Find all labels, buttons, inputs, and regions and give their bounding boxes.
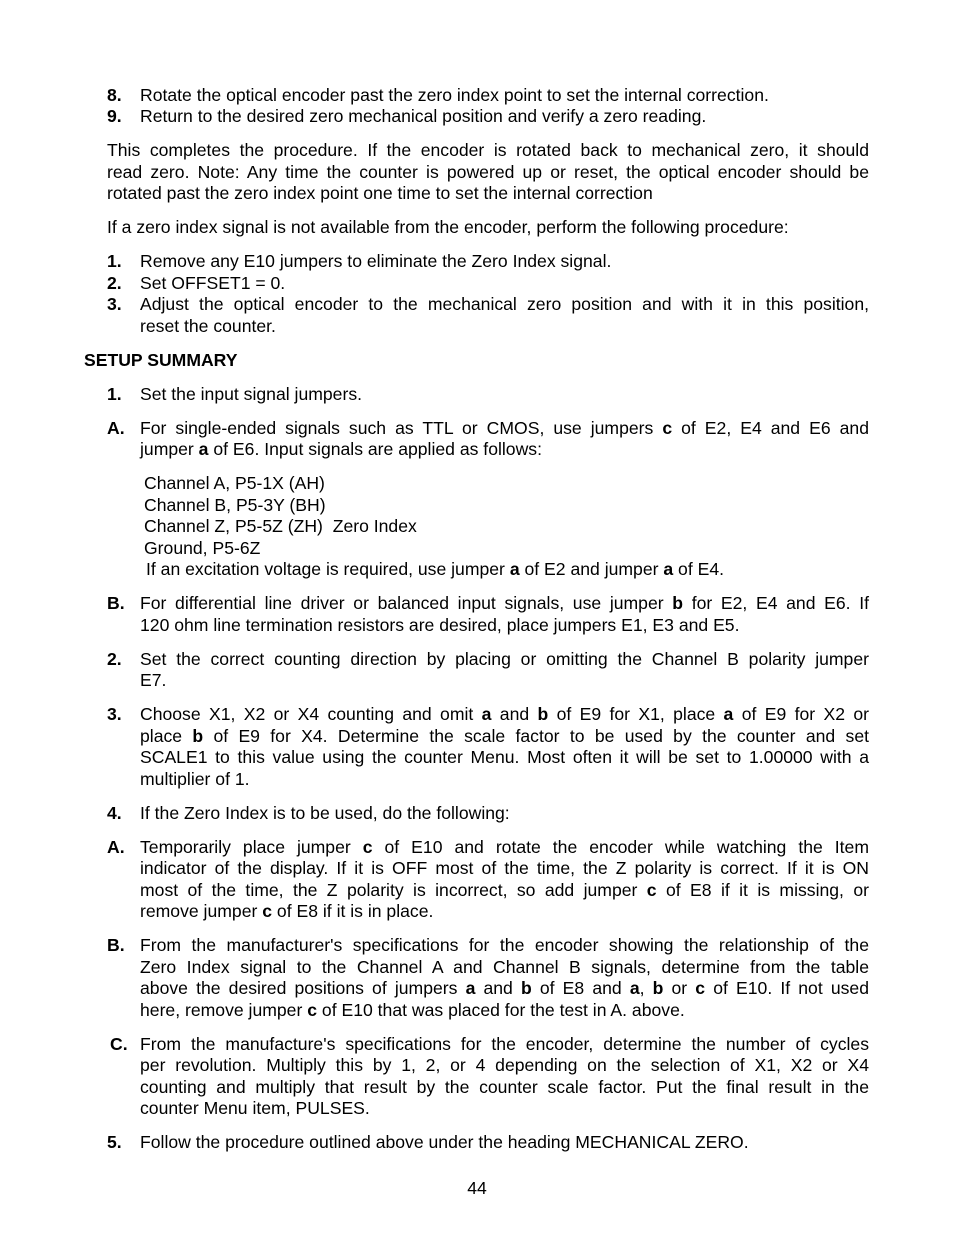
section-heading: SETUP SUMMARY [84, 350, 238, 370]
setup-step-3-marker: 3. [107, 704, 122, 724]
excitation-line: If an excitation voltage is required, use jumper a of E2 and jumper a of E4. [146, 559, 725, 579]
step-9-text: Return to the desired zero mechanical position and verify a zero reading. [140, 106, 707, 126]
setup-step-4-marker: 4. [107, 803, 122, 823]
setup-step-1-marker: 1. [107, 384, 122, 404]
setup-step-5-text: Follow the procedure outlined above under the heading MECHANICAL ZERO. [140, 1132, 749, 1152]
step-8-text: Rotate the optical encoder past the zero index point to set the internal correction. [140, 85, 769, 105]
setup-step-4b-line: here, remove jumper c of E10 that was placed for the test in A. above. [140, 1000, 685, 1020]
setup-step-2-line: E7. [140, 670, 167, 690]
setup-step-4a-line: Temporarily place jumper c of E10 and rotate the encoder while watching the Item [140, 837, 869, 857]
setup-step-3-line: multiplier of 1. [140, 769, 250, 789]
channel-z-line: Channel Z, P5-5Z (ZH) Zero Index [144, 516, 417, 536]
setup-step-4c-line: counter Menu item, PULSES. [140, 1098, 370, 1118]
alt-step-3-text: reset the counter. [140, 316, 276, 336]
setup-step-1b-line: 120 ohm line termination resistors are desired, place jumpers E1, E3 and E5. [140, 615, 740, 635]
setup-step-4a-line: most of the time, the Z polarity is incorrect, so add jumper c of E8 if it is missing, or [140, 880, 869, 900]
alt-step-3-marker: 3. [107, 294, 122, 314]
setup-step-4a-line: indicator of the display. If it is OFF most of the time, the Z polarity is correct. If it is ON [140, 858, 869, 878]
setup-step-1a-marker: A. [107, 418, 125, 438]
alt-step-1-text: Remove any E10 jumpers to eliminate the Zero Index signal. [140, 251, 612, 271]
paragraph-line: read zero. Note: Any time the counter is powered up or reset, the optical encoder should be [107, 162, 869, 182]
setup-step-4b-marker: B. [107, 935, 125, 955]
page-number: 44 [467, 1178, 487, 1198]
step-9-marker: 9. [107, 106, 122, 126]
setup-step-4c-marker: C. [110, 1034, 128, 1054]
setup-step-2-line: Set the correct counting direction by placing or omitting the Channel B polarity jumper [140, 649, 869, 669]
alt-step-3-text: Adjust the optical encoder to the mechanical zero position and with it in this position, [140, 294, 869, 314]
alt-step-1-marker: 1. [107, 251, 122, 271]
paragraph-line: rotated past the zero index point one time to set the internal correction [107, 183, 653, 203]
setup-step-1a-line: For single-ended signals such as TTL or CMOS, use jumpers c of E2, E4 and E6 and [140, 418, 869, 438]
setup-step-4c-line: counting and multiply that result by the counter scale factor. Put the final result in the [140, 1077, 869, 1097]
channel-a-line: Channel A, P5-1X (AH) [144, 473, 325, 493]
channel-b-line: Channel B, P5-3Y (BH) [144, 495, 326, 515]
setup-step-4a-line: remove jumper c of E8 if it is in place. [140, 901, 434, 921]
setup-step-4-text: If the Zero Index is to be used, do the following: [140, 803, 510, 823]
setup-step-4c-line: From the manufacture's specifications for the encoder, determine the number of cycles [140, 1034, 869, 1054]
setup-step-1b-line: For differential line driver or balanced input signals, use jumper b for E2, E4 and E6. If [140, 593, 870, 613]
setup-step-4a-marker: A. [107, 837, 125, 857]
paragraph: If a zero index signal is not available from the encoder, perform the following procedure: [107, 217, 789, 237]
setup-step-4c-line: per revolution. Multiply this by 1, 2, or 4 depending on the selection of X1, X2 or X4 [140, 1055, 869, 1075]
setup-step-4b-line: above the desired positions of jumpers a and b of E8 and a, b or c of E10. If not used [140, 978, 869, 998]
setup-step-2-marker: 2. [107, 649, 122, 669]
setup-step-3-line: place b of E9 for X4. Determine the scale factor to be used by the counter and set [140, 726, 869, 746]
ground-line: Ground, P5-6Z [144, 538, 261, 558]
setup-step-1a-line: jumper a of E6. Input signals are applied as follows: [140, 439, 542, 459]
paragraph-line: This completes the procedure. If the encoder is rotated back to mechanical zero, it should [107, 140, 869, 160]
alt-step-2-marker: 2. [107, 273, 122, 293]
setup-step-3-line: Choose X1, X2 or X4 counting and omit a and b of E9 for X1, place a of E9 for X2 or [140, 704, 869, 724]
setup-step-4b-line: Zero Index signal to the Channel A and Channel B signals, determine from the table [140, 957, 869, 977]
alt-step-2-text: Set OFFSET1 = 0. [140, 273, 286, 293]
setup-step-1b-marker: B. [107, 593, 125, 613]
setup-step-3-line: SCALE1 to this value using the counter Menu. Most often it will be set to 1.00000 with a [140, 747, 869, 767]
setup-step-5-marker: 5. [107, 1132, 122, 1152]
step-8-marker: 8. [107, 85, 122, 105]
setup-step-4b-line: From the manufacturer's specifications for the encoder showing the relationship of the [140, 935, 869, 955]
setup-step-1-text: Set the input signal jumpers. [140, 384, 363, 404]
